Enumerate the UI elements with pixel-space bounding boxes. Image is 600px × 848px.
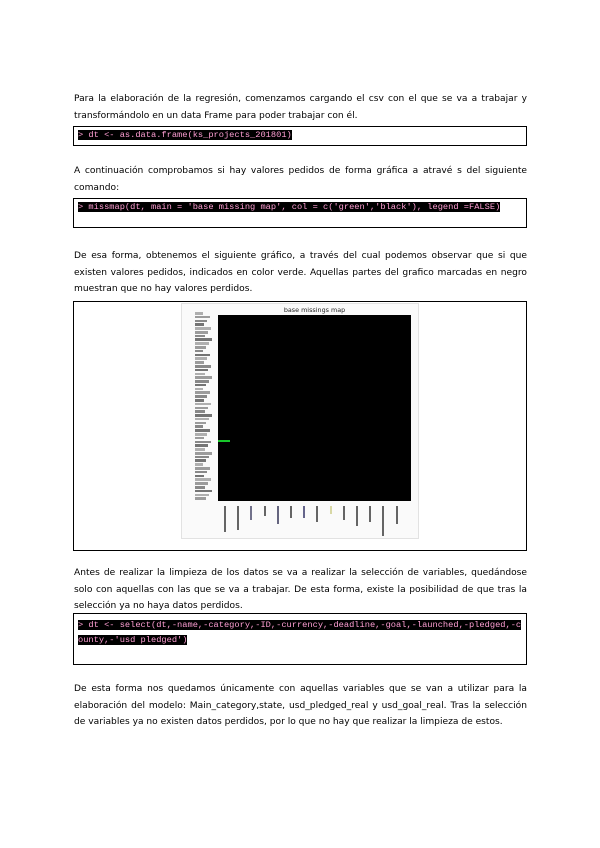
row-label-mark (195, 373, 205, 376)
row-label-mark (195, 463, 203, 466)
row-label-mark (195, 452, 212, 455)
row-label-mark (195, 418, 209, 421)
row-label-mark (195, 327, 211, 330)
row-label-mark (195, 444, 208, 447)
row-label-mark (195, 475, 204, 478)
column-label-mark (264, 506, 266, 516)
row-label-mark (195, 422, 206, 425)
row-label-mark (195, 320, 207, 323)
row-label-mark (195, 342, 209, 345)
code-block-missmap (73, 198, 527, 228)
column-label-mark (330, 506, 332, 514)
row-label-mark (195, 429, 210, 432)
paragraph-conclusion: De esta forma nos quedamos únicamente con aquellas variables que se van a utilizar para la elaboración del modelo: Main_category,state, usd_pledged_real y usd_goal_real. Tras la selección de variables ya no existen datos perdidos, por lo que no hay que realizar la limpieza de estos. (74, 684, 527, 727)
column-label-mark (237, 506, 239, 530)
row-label-mark (195, 448, 205, 451)
row-label-mark (195, 403, 211, 406)
code-block-load (73, 126, 527, 146)
column-label-mark (290, 506, 292, 518)
plot-missing-marker (218, 440, 230, 442)
row-label-mark (195, 467, 210, 470)
row-label-mark (195, 441, 211, 444)
row-label-mark (195, 369, 208, 372)
column-label-mark (224, 506, 226, 532)
row-label-mark (195, 497, 206, 500)
row-label-mark (195, 486, 205, 489)
plot-column-labels (218, 506, 411, 536)
column-label-mark (343, 506, 345, 520)
row-label-mark (195, 410, 205, 413)
row-label-mark (195, 361, 204, 364)
column-label-mark (396, 506, 398, 524)
row-label-mark (195, 380, 209, 383)
column-label-mark (250, 506, 252, 520)
column-label-mark (316, 506, 318, 522)
row-label-mark (195, 357, 207, 360)
row-label-mark (195, 395, 207, 398)
row-label-mark (195, 414, 212, 417)
code-missmap: > missmap(dt, main = 'base missing map', col = c('green','black'), legend =FALSE) (78, 202, 501, 212)
plot-row-labels (195, 312, 213, 502)
row-label-mark (195, 388, 203, 391)
column-label-mark (356, 506, 358, 526)
row-label-mark (195, 350, 203, 353)
row-label-mark (195, 482, 208, 485)
row-label-mark (195, 391, 210, 394)
row-label-mark (195, 437, 204, 440)
column-label-mark (303, 506, 305, 518)
row-label-mark (195, 433, 207, 436)
row-label-mark (195, 354, 210, 357)
code-block-select (73, 613, 527, 665)
row-label-mark (195, 425, 203, 428)
row-label-mark (195, 490, 212, 493)
plot-title: base missings map (283, 306, 346, 314)
paragraph-graph-description: De esa forma, obtenemos el siguiente gráfico, a través del cual podemos observar que si que existen valores pedidos, indicados en color verde. Aquellas partes del grafico marcadas en negro muestran que no hay valores perdidos. (74, 251, 527, 294)
row-label-mark (195, 365, 211, 368)
row-label-mark (195, 312, 203, 315)
plot-observed-area (218, 315, 411, 501)
row-label-mark (195, 478, 211, 481)
code-load-csv: > dt <- as.data.frame(ks_projects_201801) (78, 130, 292, 140)
row-label-mark (195, 316, 210, 319)
row-label-mark (195, 331, 208, 334)
row-label-mark (195, 471, 207, 474)
column-label-mark (277, 506, 279, 524)
row-label-mark (195, 384, 206, 387)
row-label-mark (195, 407, 208, 410)
code-select: > dt <- select(dt,-name,-category,-ID,-currency,-deadline,-goal,-launched,-pledged,-county,-'usd pledged') (78, 620, 522, 645)
row-label-mark (195, 459, 206, 462)
row-label-mark (195, 494, 209, 497)
column-label-mark (369, 506, 371, 522)
paragraph-variable-selection: Antes de realizar la limpieza de los datos se va a realizar la selección de variables, quedándose solo con aquellas con las que se va a trabajar. De esta forma, existe la posibilidad de que tras la selección ya no haya datos perdidos. (74, 568, 527, 611)
column-label-mark (382, 506, 384, 536)
row-label-mark (195, 323, 204, 326)
paragraph-intro: Para la elaboración de la regresión, comenzamos cargando el csv con el que se va a trabajar y transformándolo en un data Frame para poder trabajar con él. (74, 94, 527, 121)
paragraph-check-missing: A continuación comprobamos si hay valores pedidos de forma gráfica a atravé s del siguiente comando: (74, 166, 527, 193)
row-label-mark (195, 376, 212, 379)
row-label-mark (195, 335, 205, 338)
row-label-mark (195, 399, 204, 402)
row-label-mark (195, 338, 212, 341)
row-label-mark (195, 456, 209, 459)
row-label-mark (195, 346, 206, 349)
